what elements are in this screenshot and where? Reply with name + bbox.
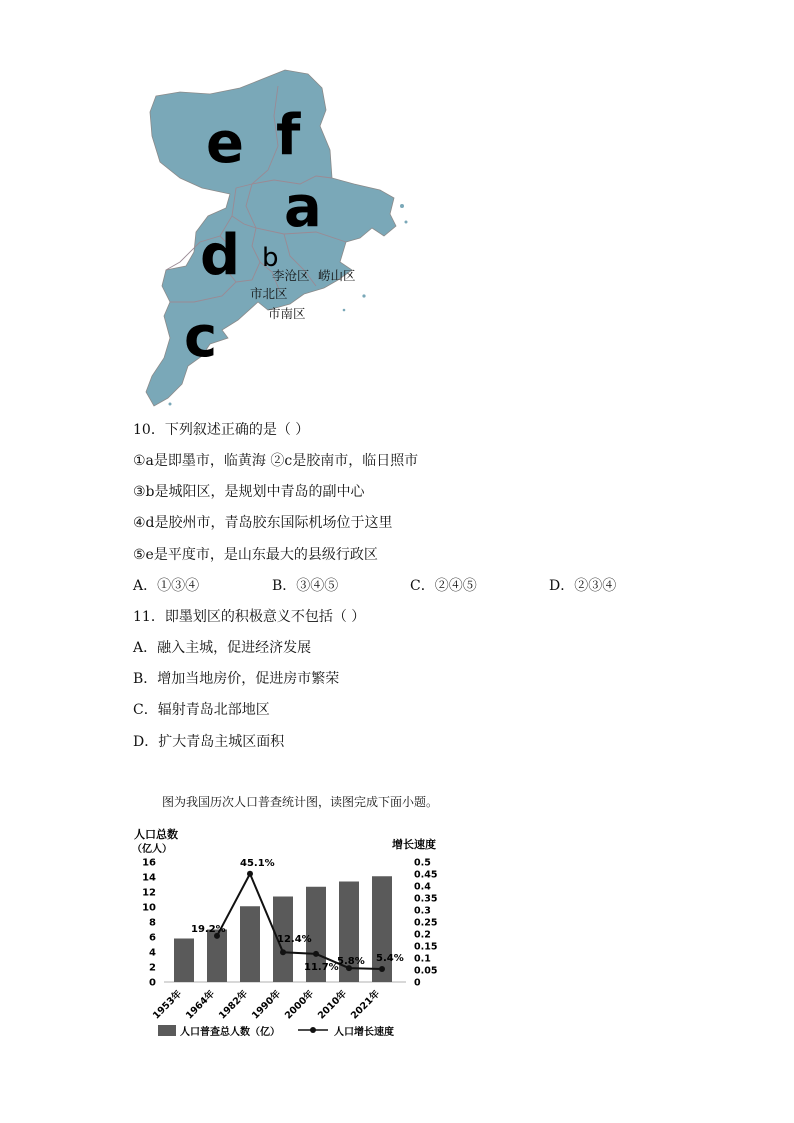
question-10-option-d[interactable]: D．②③④ xyxy=(549,578,617,594)
region-label-e: e xyxy=(206,111,244,176)
question-10-statement: ⑤e是平度市，是山东最大的县级行政区 xyxy=(133,547,378,563)
x-axis-tick: 1953年 xyxy=(150,988,185,1022)
district-label-licang: 李沧区 xyxy=(272,268,310,283)
question-10-statement: ④d是胶州市，青岛胶东国际机场位于这里 xyxy=(133,515,393,531)
left-axis-tick: 16 xyxy=(142,857,156,869)
right-axis-tick: 0.05 xyxy=(414,965,438,977)
left-axis-tick: 14 xyxy=(142,872,156,884)
right-axis-tick: 0.5 xyxy=(414,857,431,869)
district-label-shibei: 市北区 xyxy=(250,286,288,301)
region-label-b: b xyxy=(262,243,279,273)
region-label-f: f xyxy=(276,103,301,168)
question-10-option-c[interactable]: C．②④⑤ xyxy=(410,578,477,594)
left-axis-tick: 0 xyxy=(149,977,156,989)
left-axis-tick: 2 xyxy=(149,962,156,974)
x-axis-tick: 1982年 xyxy=(216,988,251,1022)
right-axis-tick: 0.45 xyxy=(414,869,438,881)
legend-bar-swatch xyxy=(158,1025,176,1036)
growth-rate-point xyxy=(280,949,286,955)
region-label-c: c xyxy=(184,305,218,370)
district-label-laoshan: 崂山区 xyxy=(318,268,356,283)
question-10-stem: 10．下列叙述正确的是（ ） xyxy=(133,422,310,438)
growth-rate-label: 11.7% xyxy=(304,961,339,973)
x-axis-tick: 2010年 xyxy=(315,988,350,1022)
left-axis-tick: 4 xyxy=(149,947,156,959)
qingdao-district-map xyxy=(140,66,412,408)
right-axis-tick: 0.15 xyxy=(414,941,438,953)
question-11-option-b[interactable]: B．增加当地房价，促进房市繁荣 xyxy=(133,671,340,687)
region-label-d: d xyxy=(200,223,241,288)
population-census-chart xyxy=(128,822,458,1050)
question-11-option-c[interactable]: C．辐射青岛北部地区 xyxy=(133,702,270,718)
question-11-stem: 11．即墨划区的积极意义不包括（ ） xyxy=(133,609,366,625)
chart-intro-text: 图为我国历次人口普查统计图，读图完成下面小题。 xyxy=(162,795,439,809)
left-axis-tick: 12 xyxy=(142,887,156,899)
right-axis-tick: 0.1 xyxy=(414,953,431,965)
question-11-option-a[interactable]: A．融入主城，促进经济发展 xyxy=(133,640,312,656)
left-axis-tick: 10 xyxy=(142,902,156,914)
growth-rate-label: 45.1% xyxy=(240,857,275,869)
question-11-option-d[interactable]: D．扩大青岛主城区面积 xyxy=(133,734,285,750)
x-axis-tick: 1964年 xyxy=(183,988,218,1022)
right-axis-tick: 0.3 xyxy=(414,905,431,917)
x-axis-tick: 2021年 xyxy=(348,988,383,1022)
growth-rate-point xyxy=(313,951,319,957)
left-axis-tick: 8 xyxy=(149,917,156,929)
legend-line-label: 人口增长速度 xyxy=(334,1027,394,1038)
left-axis-tick: 6 xyxy=(149,932,156,944)
right-axis-tick: 0.2 xyxy=(414,929,431,941)
left-axis-title-line1: 人口总数 xyxy=(134,828,178,841)
right-axis-tick: 0.4 xyxy=(414,881,431,893)
population-bar xyxy=(240,906,260,982)
x-axis-tick: 2000年 xyxy=(282,988,317,1022)
growth-rate-point xyxy=(247,871,253,877)
growth-rate-label: 5.8% xyxy=(337,956,365,968)
left-axis-title-line2: （亿人） xyxy=(132,844,172,855)
question-10-option-b[interactable]: B．③④⑤ xyxy=(272,578,339,594)
question-10-statement: ③b是城阳区，是规划中青岛的副中心 xyxy=(133,484,365,500)
growth-rate-label: 19.2% xyxy=(191,923,226,935)
x-axis-tick: 1990年 xyxy=(249,988,284,1022)
population-bar xyxy=(174,939,194,983)
region-label-a: a xyxy=(284,175,322,240)
question-10-statement: ①a是即墨市，临黄海 ②c是胶南市，临日照市 xyxy=(133,453,419,469)
growth-rate-point xyxy=(379,966,385,972)
right-axis-title: 增长速度 xyxy=(392,838,436,851)
legend-line-marker xyxy=(310,1027,316,1033)
right-axis-tick: 0.35 xyxy=(414,893,438,905)
growth-rate-label: 12.4% xyxy=(277,934,312,946)
district-label-shinan: 市南区 xyxy=(268,306,306,321)
legend-bar-label: 人口普查总人数（亿） xyxy=(180,1027,280,1038)
right-axis-tick: 0 xyxy=(414,977,421,989)
growth-rate-label: 5.4% xyxy=(376,953,404,965)
right-axis-tick: 0.25 xyxy=(414,917,438,929)
question-10-option-a[interactable]: A．①③④ xyxy=(133,578,200,594)
